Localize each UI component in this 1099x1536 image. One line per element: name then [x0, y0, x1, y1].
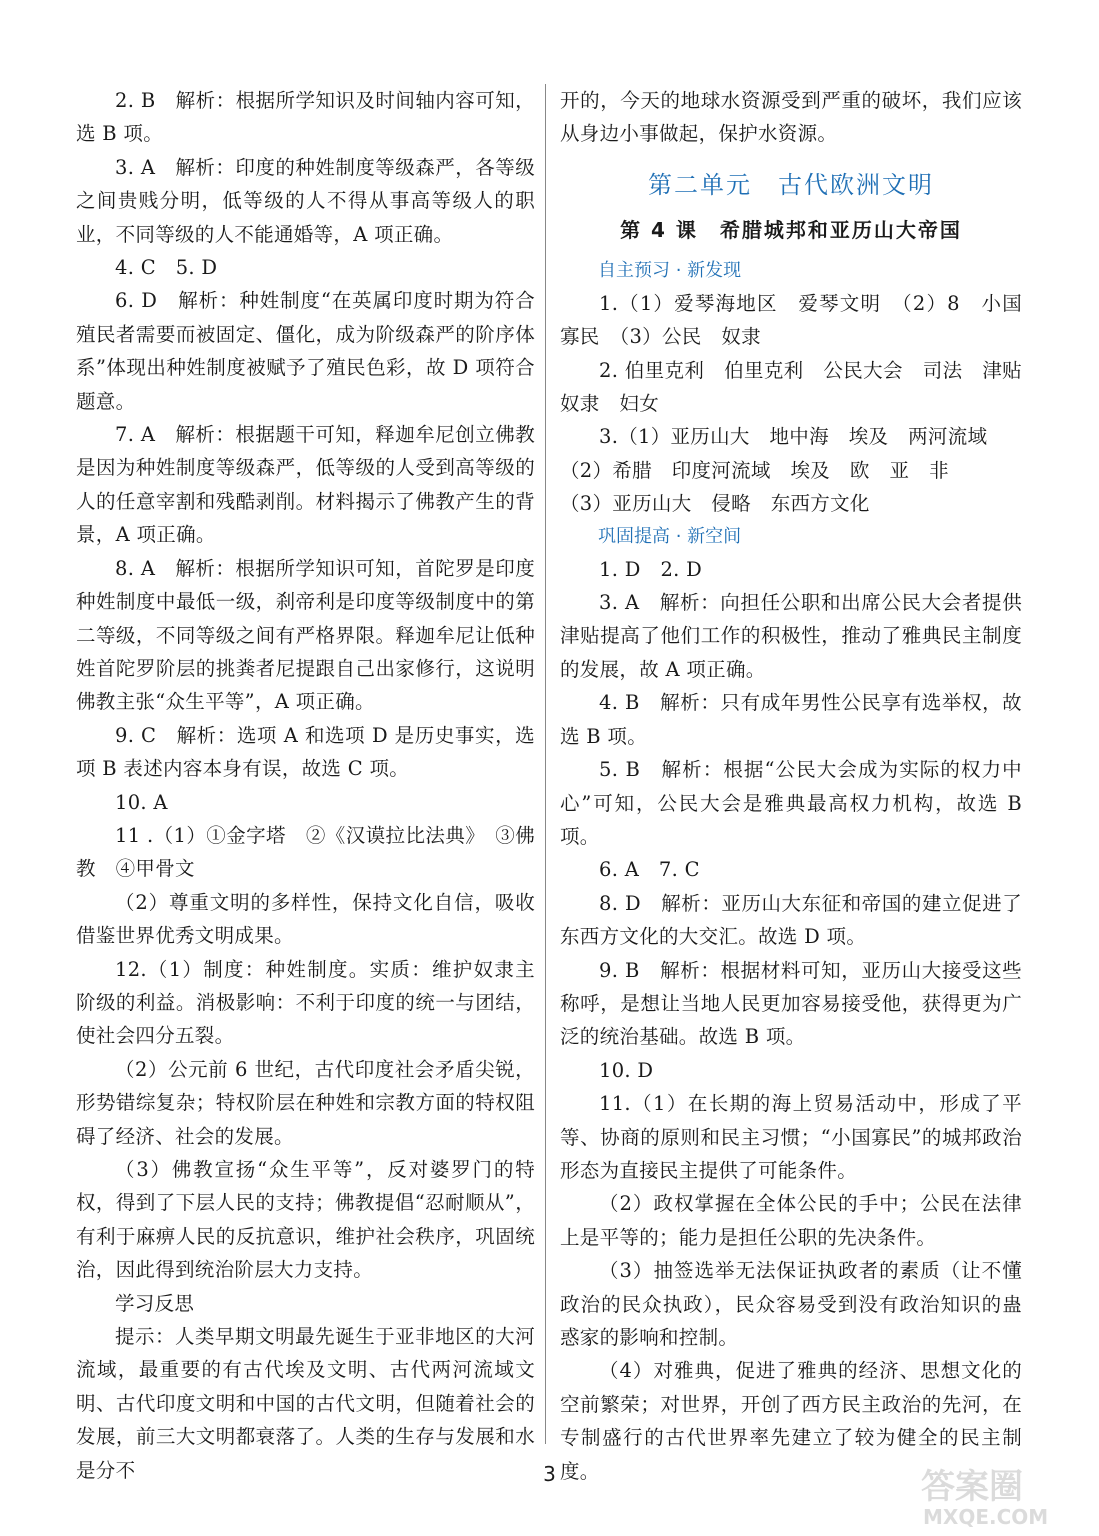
answer-10: 10. A — [115, 790, 168, 814]
answer-12-2: （2）公元前 6 世纪，古代印度社会矛盾尖锐，形势错综复杂；特权阶层在种姓和宗教方面的特权阻碍了经济、社会的发展。 — [76, 1057, 535, 1148]
section-preview-heading: 自主预习 · 新发现 — [598, 259, 742, 281]
consolidate-item-11-4: （4）对雅典，促进了雅典的经济、思想文化的空前繁荣；对世界，开创了西方民主政治的先河，在专制盛行的古代世界率先建立了较为健全的民主制度。 — [560, 1359, 1022, 1483]
answer-6: 6. D 解析：种姓制度“在英属印度时期为符合殖民者需要而被固定、僵化，成为阶级森严的阶序体系”体现出种姓制度被赋予了殖民色彩，故 D 项符合题意。 — [76, 289, 535, 413]
consolidate-item-10: 10. D — [599, 1058, 654, 1082]
page-number: 3 — [543, 1462, 556, 1486]
consolidate-item-8: 8. D 解析：亚历山大东征和帝国的建立促进了东西方文化的大交汇。故选 D 项。 — [560, 891, 1022, 949]
column-divider — [545, 84, 546, 1444]
answer-8: 8. A 解析：根据所学知识可知，首陀罗是印度种姓制度中最低一级，刹帝利是印度等级制度中的第二等级，不同等级之间有严格界限。释迦牟尼让低种姓首陀罗阶层的挑粪者尼提跟自己出家修行，这说明佛教主张“众生平等”，A 项正确。 — [76, 556, 535, 714]
left-column — [76, 84, 535, 1487]
watermark-text-2: MXQE.COM — [923, 1505, 1049, 1529]
consolidate-item-4: 4. B 解析：只有成年男性公民享有选举权，故选 B 项。 — [560, 691, 1022, 748]
preview-item-3-1: 3.（1）亚历山大 地中海 埃及 两河流域 — [599, 425, 988, 449]
lesson-title: 第 4 课 希腊城邦和亚历山大帝国 — [620, 217, 962, 242]
answer-7: 7. A 解析：根据题干可知，释迦牟尼创立佛教是因为种姓制度等级森严，低等级的人受到高等级的人的任意宰割和残酷剥削。材料揭示了佛教产生的背景，A 项正确。 — [76, 423, 535, 547]
answer-4-5: 4. C 5. D — [115, 256, 218, 280]
right-column — [560, 84, 1042, 1488]
answer-9: 9. C 解析：选项 A 和选项 D 是历史事实，选项 B 表述内容本身有误，故选 C 项。 — [76, 723, 535, 781]
consolidate-item-11-1: 11.（1）在长期的海上贸易活动中，形成了平等、协商的原则和民主习惯；“小国寡民”的城邦政治形态为直接民主提供了可能条件。 — [560, 1092, 1022, 1182]
unit-title: 第二单元 古代欧洲文明 — [648, 170, 934, 199]
answer-12-3: （3）佛教宣扬“众生平等”，反对婆罗门的特权，得到了下层人民的支持；佛教提倡“忍耐顺从”，有利于麻痹人民的反抗意识，维护社会秩序，巩固统治，因此得到统治阶层大力支持。 — [76, 1158, 535, 1282]
preview-item-3-3: （3）亚历山大 侵略 东西方文化 — [560, 492, 870, 516]
preview-item-2: 2. 伯里克利 伯里克利 公民大会 司法 津贴 奴隶 妇女 — [560, 358, 1042, 416]
answer-2: 2. B 解析：根据所学知识及时间轴内容可知，选 B 项。 — [76, 89, 535, 146]
reflection-heading: 学习反思 — [115, 1291, 195, 1315]
answer-11-2: （2）尊重文明的多样性，保持文化自信，吸收借鉴世界优秀文明成果。 — [76, 890, 535, 948]
consolidate-item-5: 5. B 解析：根据“公民大会成为实际的权力中心”可知，公民大会是雅典最高权力机构，故选 B 项。 — [560, 758, 1022, 848]
continuation-text: 开的，今天的地球水资源受到严重的破坏，我们应该从身边小事做起，保护水资源。 — [560, 89, 1022, 146]
consolidate-item-11-3: （3）抽签选举无法保证执政者的素质（让不懂政治的民众执政），民众容易受到没有政治知识的蛊惑家的影响和控制。 — [560, 1259, 1022, 1349]
consolidate-item-11-2: （2）政权掌握在全体公民的手中；公民在法律上是平等的；能力是担任公职的先决条件。 — [560, 1192, 1022, 1249]
watermark-text-1: 答案圈 — [921, 1467, 1023, 1507]
reflection-hint: 提示：人类早期文明最先诞生于亚非地区的大河流域，最重要的有古代埃及文明、古代两河流域文明、古代印度文明和中国的古代文明，但随着社会的发展，前三大文明都衰落了。人类的生存与发展和水是分不 — [76, 1325, 535, 1482]
preview-item-3-2: （2）希腊 印度河流域 埃及 欧 亚 非 — [560, 458, 949, 482]
preview-item-1: 1.（1）爱琴海地区 爱琴文明 （2）8 小国寡民 （3）公民 奴隶 — [560, 291, 1022, 349]
watermark-logo — [911, 1460, 1081, 1530]
consolidate-item-9: 9. B 解析：根据材料可知，亚历山大接受这些称呼，是想让当地人民更加容易接受他，获得更为广泛的统治基础。故选 B 项。 — [560, 958, 1022, 1049]
answer-3: 3. A 解析：印度的种姓制度等级森严，各等级之间贵贱分明，低等级的人不得从事高等级人的职业，不同等级的人不能通婚等，A 项正确。 — [76, 155, 535, 246]
answer-12-1: 12.（1）制度：种姓制度。实质：维护奴隶主阶级的利益。消极影响：不利于印度的统一与团结，使社会四分五裂。 — [76, 957, 535, 1048]
consolidate-item-6-7: 6. A 7. C — [599, 858, 700, 882]
consolidate-item-1: 1. D 2. D — [599, 557, 703, 581]
section-consolidate-heading: 巩固提高 · 新空间 — [598, 525, 742, 547]
consolidate-item-3: 3. A 解析：向担任公职和出席公民大会者提供津贴提高了他们工作的积极性，推动了雅典民主制度的发展，故 A 项正确。 — [560, 591, 1022, 681]
answer-11-1: 11 .（1）①金字塔 ②《汉谟拉比法典》 ③佛教 ④甲骨文 — [76, 823, 535, 881]
